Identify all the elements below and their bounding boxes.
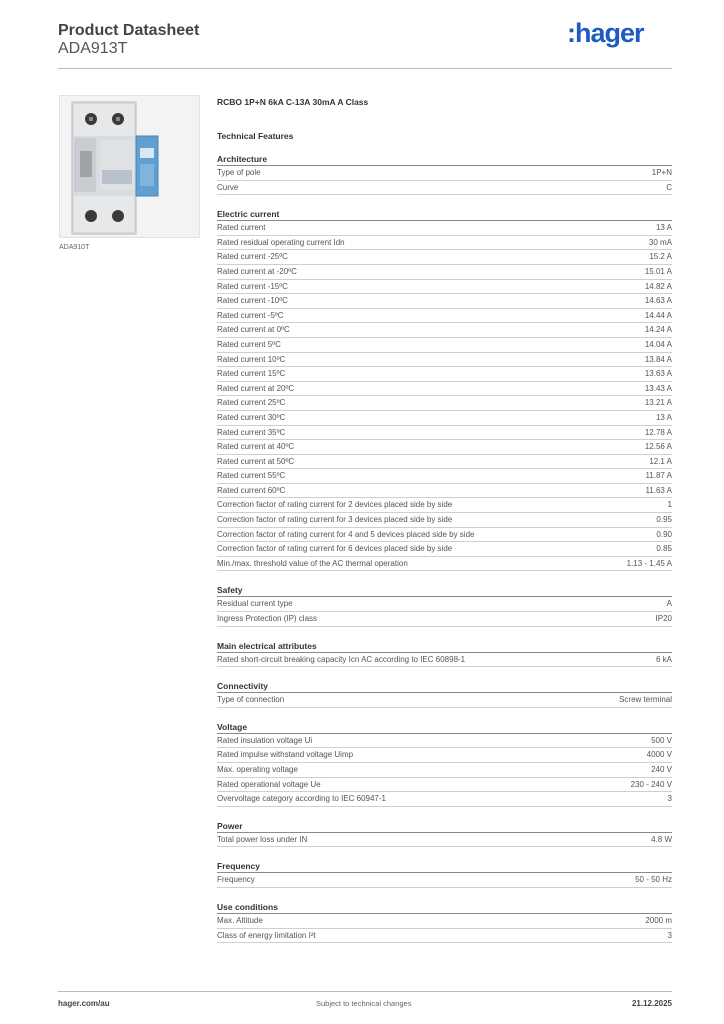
- technical-content: [217, 95, 672, 943]
- spec-value: 1: [667, 500, 672, 510]
- spec-label: Rated short-circuit breaking capacity Icn AC according to IEC 60898-1: [217, 654, 466, 664]
- spec-value: A: [666, 599, 672, 609]
- section-title: Use conditions: [217, 901, 672, 914]
- spec-label: Correction factor of rating current for 6 devices placed side by side: [217, 544, 453, 554]
- spec-row: [217, 294, 672, 309]
- page-title: Product Datasheet: [58, 22, 200, 39]
- spec-value: 14.82 A: [644, 281, 672, 291]
- spec-row: [217, 166, 672, 181]
- spec-row: [217, 484, 672, 499]
- spec-row: [217, 323, 672, 338]
- spec-row: [217, 557, 672, 572]
- spec-row: [217, 778, 672, 793]
- spec-label: Rated current at 40ºC: [217, 442, 295, 452]
- spec-row: [217, 280, 672, 295]
- section-title: Voltage: [217, 721, 672, 734]
- section-title: Electric current: [217, 208, 672, 221]
- spec-value: 500 V: [651, 735, 672, 745]
- spec-value: 3: [667, 930, 672, 940]
- spec-value: 0.85: [656, 544, 672, 554]
- spec-section: [217, 721, 672, 807]
- spec-label: Rated current at -20ºC: [217, 266, 297, 276]
- spec-row: [217, 382, 672, 397]
- spec-section: [217, 208, 672, 571]
- spec-row: [217, 513, 672, 528]
- spec-row: [217, 833, 672, 848]
- spec-section: [217, 860, 672, 888]
- header-divider: [58, 68, 672, 69]
- spec-value: 13.43 A: [644, 383, 672, 393]
- spec-label: Rated current -10ºC: [217, 296, 288, 306]
- spec-label: Ingress Protection (IP) class: [217, 614, 318, 624]
- spec-row: [217, 792, 672, 807]
- spec-value: 12.1 A: [649, 456, 672, 466]
- spec-label: Total power loss under IN: [217, 834, 308, 844]
- spec-label: Type of connection: [217, 695, 285, 705]
- spec-row: [217, 734, 672, 749]
- spec-value: 240 V: [651, 765, 672, 774]
- spec-label: Rated operational voltage Ue: [217, 779, 321, 789]
- spec-section: [217, 901, 672, 943]
- spec-row: [217, 367, 672, 382]
- spec-value: 0.90: [656, 529, 672, 539]
- spec-label: Rated current 10ºC: [217, 354, 286, 364]
- footer-notice: Subject to technical changes: [316, 999, 412, 1008]
- footer-website-link[interactable]: hager.com/au: [58, 999, 110, 1008]
- spec-row: [217, 455, 672, 470]
- spec-row: [217, 411, 672, 426]
- section-title: Architecture: [217, 153, 672, 166]
- spec-label: Type of pole: [217, 168, 261, 177]
- spec-value: Screw terminal: [619, 695, 672, 705]
- spec-value: 14.24 A: [644, 325, 672, 335]
- spec-value: 15.2 A: [649, 252, 672, 262]
- spec-value: 1.13 - 1.45 A: [626, 558, 672, 568]
- spec-row: [217, 265, 672, 280]
- spec-label: Rated current: [217, 223, 266, 233]
- spec-label: Rated current 30ºC: [217, 412, 286, 422]
- product-code: ADA913T: [58, 40, 128, 57]
- spec-value: C: [666, 182, 672, 192]
- spec-label: Max. Altitude: [217, 915, 263, 925]
- spec-value: 30 mA: [648, 237, 672, 247]
- spec-section: [217, 640, 672, 668]
- product-name: RCBO 1P+N 6kA C-13A 30mA A Class: [217, 97, 369, 107]
- spec-value: 6 kA: [655, 654, 672, 664]
- spec-value: 13 A: [655, 223, 672, 233]
- spec-value: 13 A: [655, 412, 672, 422]
- section-title: Safety: [217, 584, 672, 597]
- spec-row: [217, 542, 672, 557]
- spec-label: Correction factor of rating current for 2 devices placed side by side: [217, 500, 453, 510]
- spec-row: [217, 469, 672, 484]
- spec-value: IP20: [655, 614, 672, 624]
- spec-label: Overvoltage category according to IEC 60947-1: [217, 794, 386, 804]
- spec-label: Residual current type: [217, 599, 293, 609]
- spec-value: 13.84 A: [644, 354, 672, 364]
- spec-label: Rated current at 20ºC: [217, 383, 295, 393]
- section-title: Connectivity: [217, 680, 672, 693]
- technical-features-title: Technical Features: [217, 131, 294, 141]
- spec-value: 12.56 A: [644, 442, 672, 452]
- spec-row: [217, 426, 672, 441]
- spec-value: 13.21 A: [644, 398, 672, 408]
- spec-row: [217, 440, 672, 455]
- spec-value: 11.63 A: [645, 485, 672, 495]
- spec-label: Correction factor of rating current for 4 and 5 devices placed side by side: [217, 529, 475, 539]
- spec-section: [217, 820, 672, 848]
- spec-section: [217, 680, 672, 708]
- spec-label: Max. operating voltage: [217, 765, 298, 774]
- spec-label: Class of energy limitation I²t: [217, 930, 316, 940]
- spec-label: Rated current at 50ºC: [217, 456, 295, 466]
- spec-label: Rated current 15ºC: [217, 369, 286, 379]
- spec-section: [217, 584, 672, 626]
- spec-sections: [217, 153, 672, 943]
- spec-row: [217, 250, 672, 265]
- spec-value: 14.04 A: [644, 339, 672, 349]
- spec-row: [217, 396, 672, 411]
- spec-label: Rated current 60ºC: [217, 485, 286, 495]
- section-title: Power: [217, 820, 672, 833]
- rcbo-device-image: [60, 96, 199, 237]
- section-title: Frequency: [217, 860, 672, 873]
- spec-row: [217, 528, 672, 543]
- spec-label: Rated current 25ºC: [217, 398, 286, 408]
- spec-row: [217, 873, 672, 888]
- spec-row: [217, 353, 672, 368]
- spec-value: 12.78 A: [644, 427, 672, 437]
- spec-row: [217, 763, 672, 778]
- spec-label: Rated current -5ºC: [217, 310, 284, 320]
- spec-value: 3: [667, 794, 672, 804]
- section-title: Main electrical attributes: [217, 640, 672, 653]
- spec-section: [217, 153, 672, 195]
- spec-value: 50 - 50 Hz: [635, 875, 672, 885]
- spec-value: 2000 m: [645, 915, 672, 925]
- spec-row: [217, 498, 672, 513]
- spec-label: Rated current -25ºC: [217, 252, 288, 262]
- spec-row: [217, 748, 672, 763]
- spec-value: 11.87 A: [645, 471, 672, 481]
- spec-value: 1P+N: [651, 168, 672, 177]
- spec-value: 14.44 A: [644, 310, 672, 320]
- spec-label: Correction factor of rating current for 3 devices placed side by side: [217, 515, 453, 525]
- spec-value: 4000 V: [646, 750, 672, 760]
- spec-row: [217, 236, 672, 251]
- spec-row: [217, 914, 672, 929]
- spec-value: 15.01 A: [644, 266, 672, 276]
- spec-label: Min./max. threshold value of the AC thermal operation: [217, 558, 408, 568]
- spec-value: 4.8 W: [651, 834, 672, 844]
- hager-logo: :hager: [567, 18, 644, 48]
- spec-label: Rated insulation voltage Ui: [217, 735, 313, 745]
- spec-row: [217, 338, 672, 353]
- spec-row: [217, 653, 672, 668]
- spec-label: Curve: [217, 182, 239, 192]
- spec-label: Rated current -15ºC: [217, 281, 288, 291]
- footer-date: 21.12.2025: [631, 999, 672, 1008]
- spec-label: Rated current at 0ºC: [217, 325, 290, 335]
- image-caption: ADA910T: [59, 244, 90, 251]
- spec-value: 0.95: [656, 515, 672, 525]
- spec-row: [217, 309, 672, 324]
- spec-row: [217, 597, 672, 612]
- spec-row: [217, 221, 672, 236]
- spec-label: Frequency: [217, 875, 255, 885]
- spec-value: 14.63 A: [644, 296, 672, 306]
- footer-divider: [58, 991, 672, 992]
- spec-row: [217, 612, 672, 627]
- spec-row: [217, 181, 672, 196]
- spec-row: [217, 929, 672, 944]
- spec-label: Rated current 35ºC: [217, 427, 286, 437]
- spec-label: Rated current 55ºC: [217, 471, 286, 481]
- spec-label: Rated residual operating current Idn: [217, 237, 345, 247]
- spec-value: 13.63 A: [644, 369, 672, 379]
- spec-label: Rated current 5ºC: [217, 339, 281, 349]
- spec-label: Rated impulse withstand voltage Uimp: [217, 750, 354, 760]
- product-image: [59, 95, 200, 238]
- spec-row: [217, 693, 672, 708]
- spec-value: 230 - 240 V: [630, 779, 672, 789]
